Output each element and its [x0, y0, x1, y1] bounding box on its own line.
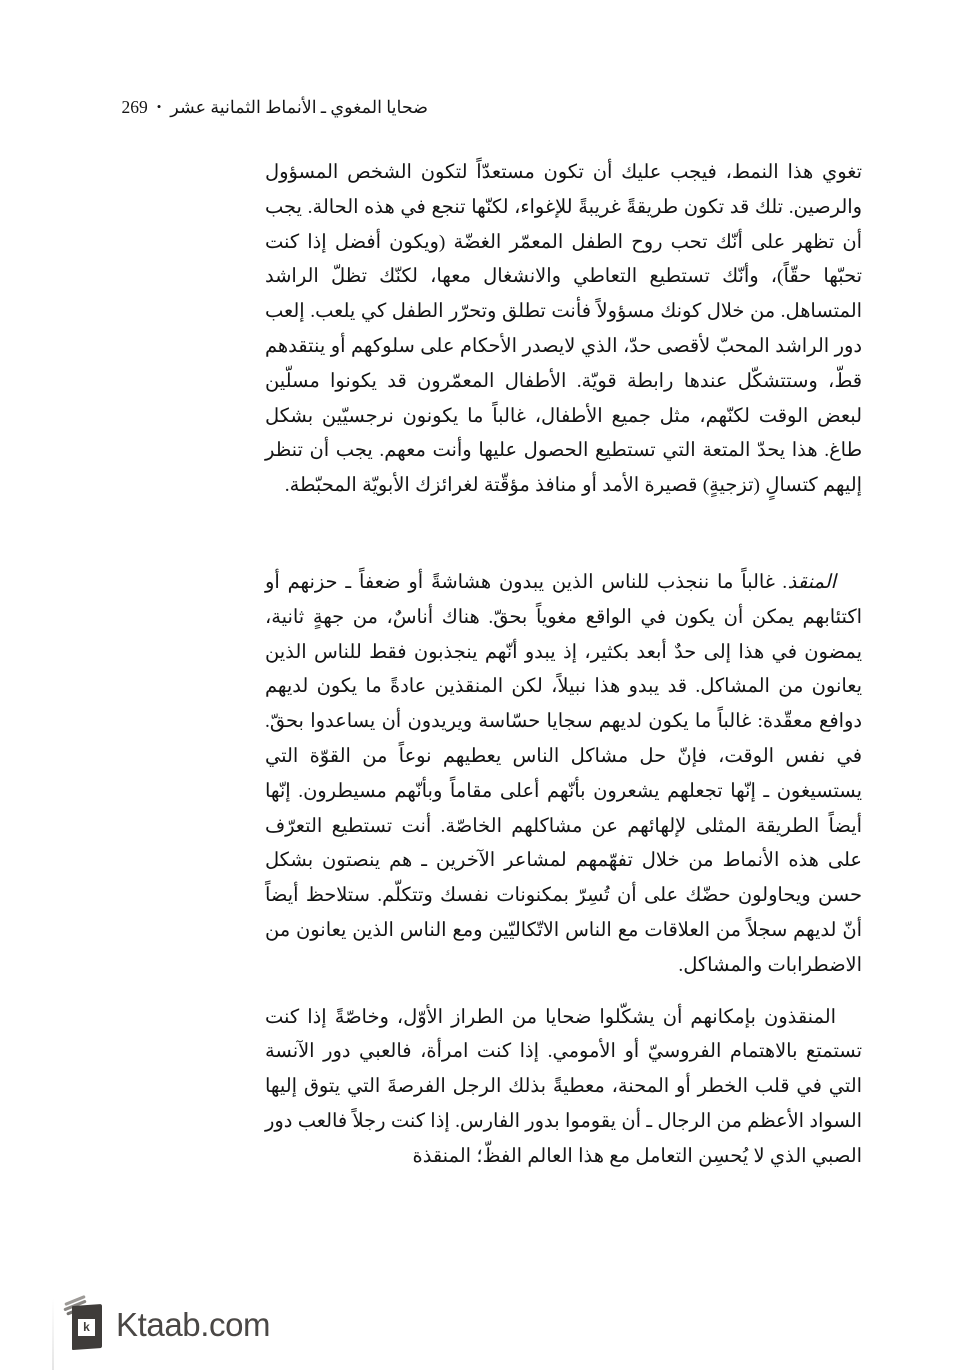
text-column — [265, 156, 862, 1175]
running-header — [88, 99, 428, 131]
paragraph-rescuers-victims — [265, 1001, 862, 1175]
ktaab-watermark — [62, 1288, 270, 1358]
paragraph-rescuer-text: غالباً ما ننجذب للناس الذين يبدون هشاشةً أو ضعفاً ـ حزنهم أو اكتئابهم يمكن أن يكون في الواقع مغوياً بحقّ. هناك أناسٌ، من جهةٍ ثانية، يمضون في هذا إلى حدٌ أبعد بكثير، إذ يبدو أنّهم ينجذبون فقط للناس الذين يعانون من المشاكل. قد يبدو هذا نبيلاً، لكن المنقذين عادةً ما يكون لديهم دوافع معقّدة: غالباً ما يكون لديهم سجايا حسّاسة ويريدون أن يساعدوا بحقّ. في نفس الوقت، فإنّ حل مشاكل الناس يعطيهم نوعاً من القوّة التي يستسيغون ـ إنّها تجعلهم يشعرون بأنّهم أعلى مقاماً وبأنّهم مسيطرون. إنّها أيضاً الطريقة المثلى لإلهائهم عن مشاكلهم الخاصّة. أنت تستطيع التعرّف على هذه الأنماط من خلال تفهّمهم لمشاعر الآخرين ـ هم ينصتون بشكل حسن ويحاولون حضّك على أن تُسِرّ بمكنونات نفسك وتتكلّم. ستلاحظ أيضاً أنّ لديهم سجلاً من العلاقات مع الناس الاتّكاليّين ومع الناس الذين يعانون من الاضطرابات والمشاكل. — [265, 571, 862, 976]
ktaab-logo-letter: k — [78, 1319, 95, 1336]
page-number: 269 — [121, 97, 148, 117]
paragraph-rescuer — [265, 566, 862, 984]
rescuer-lead-italic: المنقذ. — [782, 571, 836, 593]
header-bullet-separator: • — [156, 99, 162, 114]
watermark-label: Ktaab.com — [116, 1305, 271, 1343]
paragraph-spacer — [265, 504, 862, 566]
paragraph-rescuers-victims-text: المنقذون بإمكانهم أن يشكّلوا ضحايا من الطراز الأوّل، وخاصّةً إذا كنت تستمتع بالاهتمام الفروسيّ أو الأمومي. إذا كنت امرأة، فالعبي دور الآنسة التي في قلب الخطر أو المحنة، معطيةً بذلك الرجل الفرصةَ التي يتوق إليها السواد الأعظم من الرجال ـ أن يقوموا بدور الفارس. إذا كنت رجلاً فالعب دور الصبي الذي لا يُحسِن التعامل مع هذا العالم الفظّ؛ المنقذة — [265, 1006, 862, 1167]
header-title: ضحايا المغوي ـ الأنماط الثمانية عشر — [170, 97, 428, 117]
open-book-icon — [62, 1297, 106, 1349]
paragraph-spacer-small — [265, 984, 862, 1001]
paragraph-continuation — [265, 156, 862, 504]
scan-edge-artifact — [52, 1298, 54, 1370]
paragraph-continuation-text: تغوي هذا النمط، فيجب عليك أن تكون مستعدّاً لتكون الشخص المسؤول والرصين. تلك قد تكون طريقةً غريبةً للإغواء، لكنّها تنجع في هذه الحالة. يجب أن تظهر على أنّك تحب روح الطفل المعمّر الغضّة (ويكون أفضل إذا كنت تحبّها حقّاً)، وأنّك تستطيع التعاطي والانشغال معها، لكنّك تظلّ الراشد المتساهل. من خلال كونك مسؤولاً فأنت تطلق وتحرّر الطفل كي يلعب. إلعب دور الراشد المحبّ لأقصى حدّ، الذي لايصدر الأحكام على سلوكهم أو ينتقدهم قطّ، وستتشكّل عندها رابطة قويّة. الأطفال المعمّرون قد يكونوا مسلّين لبعض الوقت لكنّهم، مثل جميع الأطفال، غالباً ما يكونون نرجسيّين بشكل طاغ. هذا يحدّ المتعة التي تستطيع الحصول عليها وأنت معهم. يجب أن تنظر إليهم كتسالٍ (تزجيةٍ) قصيرة الأمد أو منافذ مؤقّتة لغرائزك الأبويّة المحبّطة. — [265, 162, 862, 497]
